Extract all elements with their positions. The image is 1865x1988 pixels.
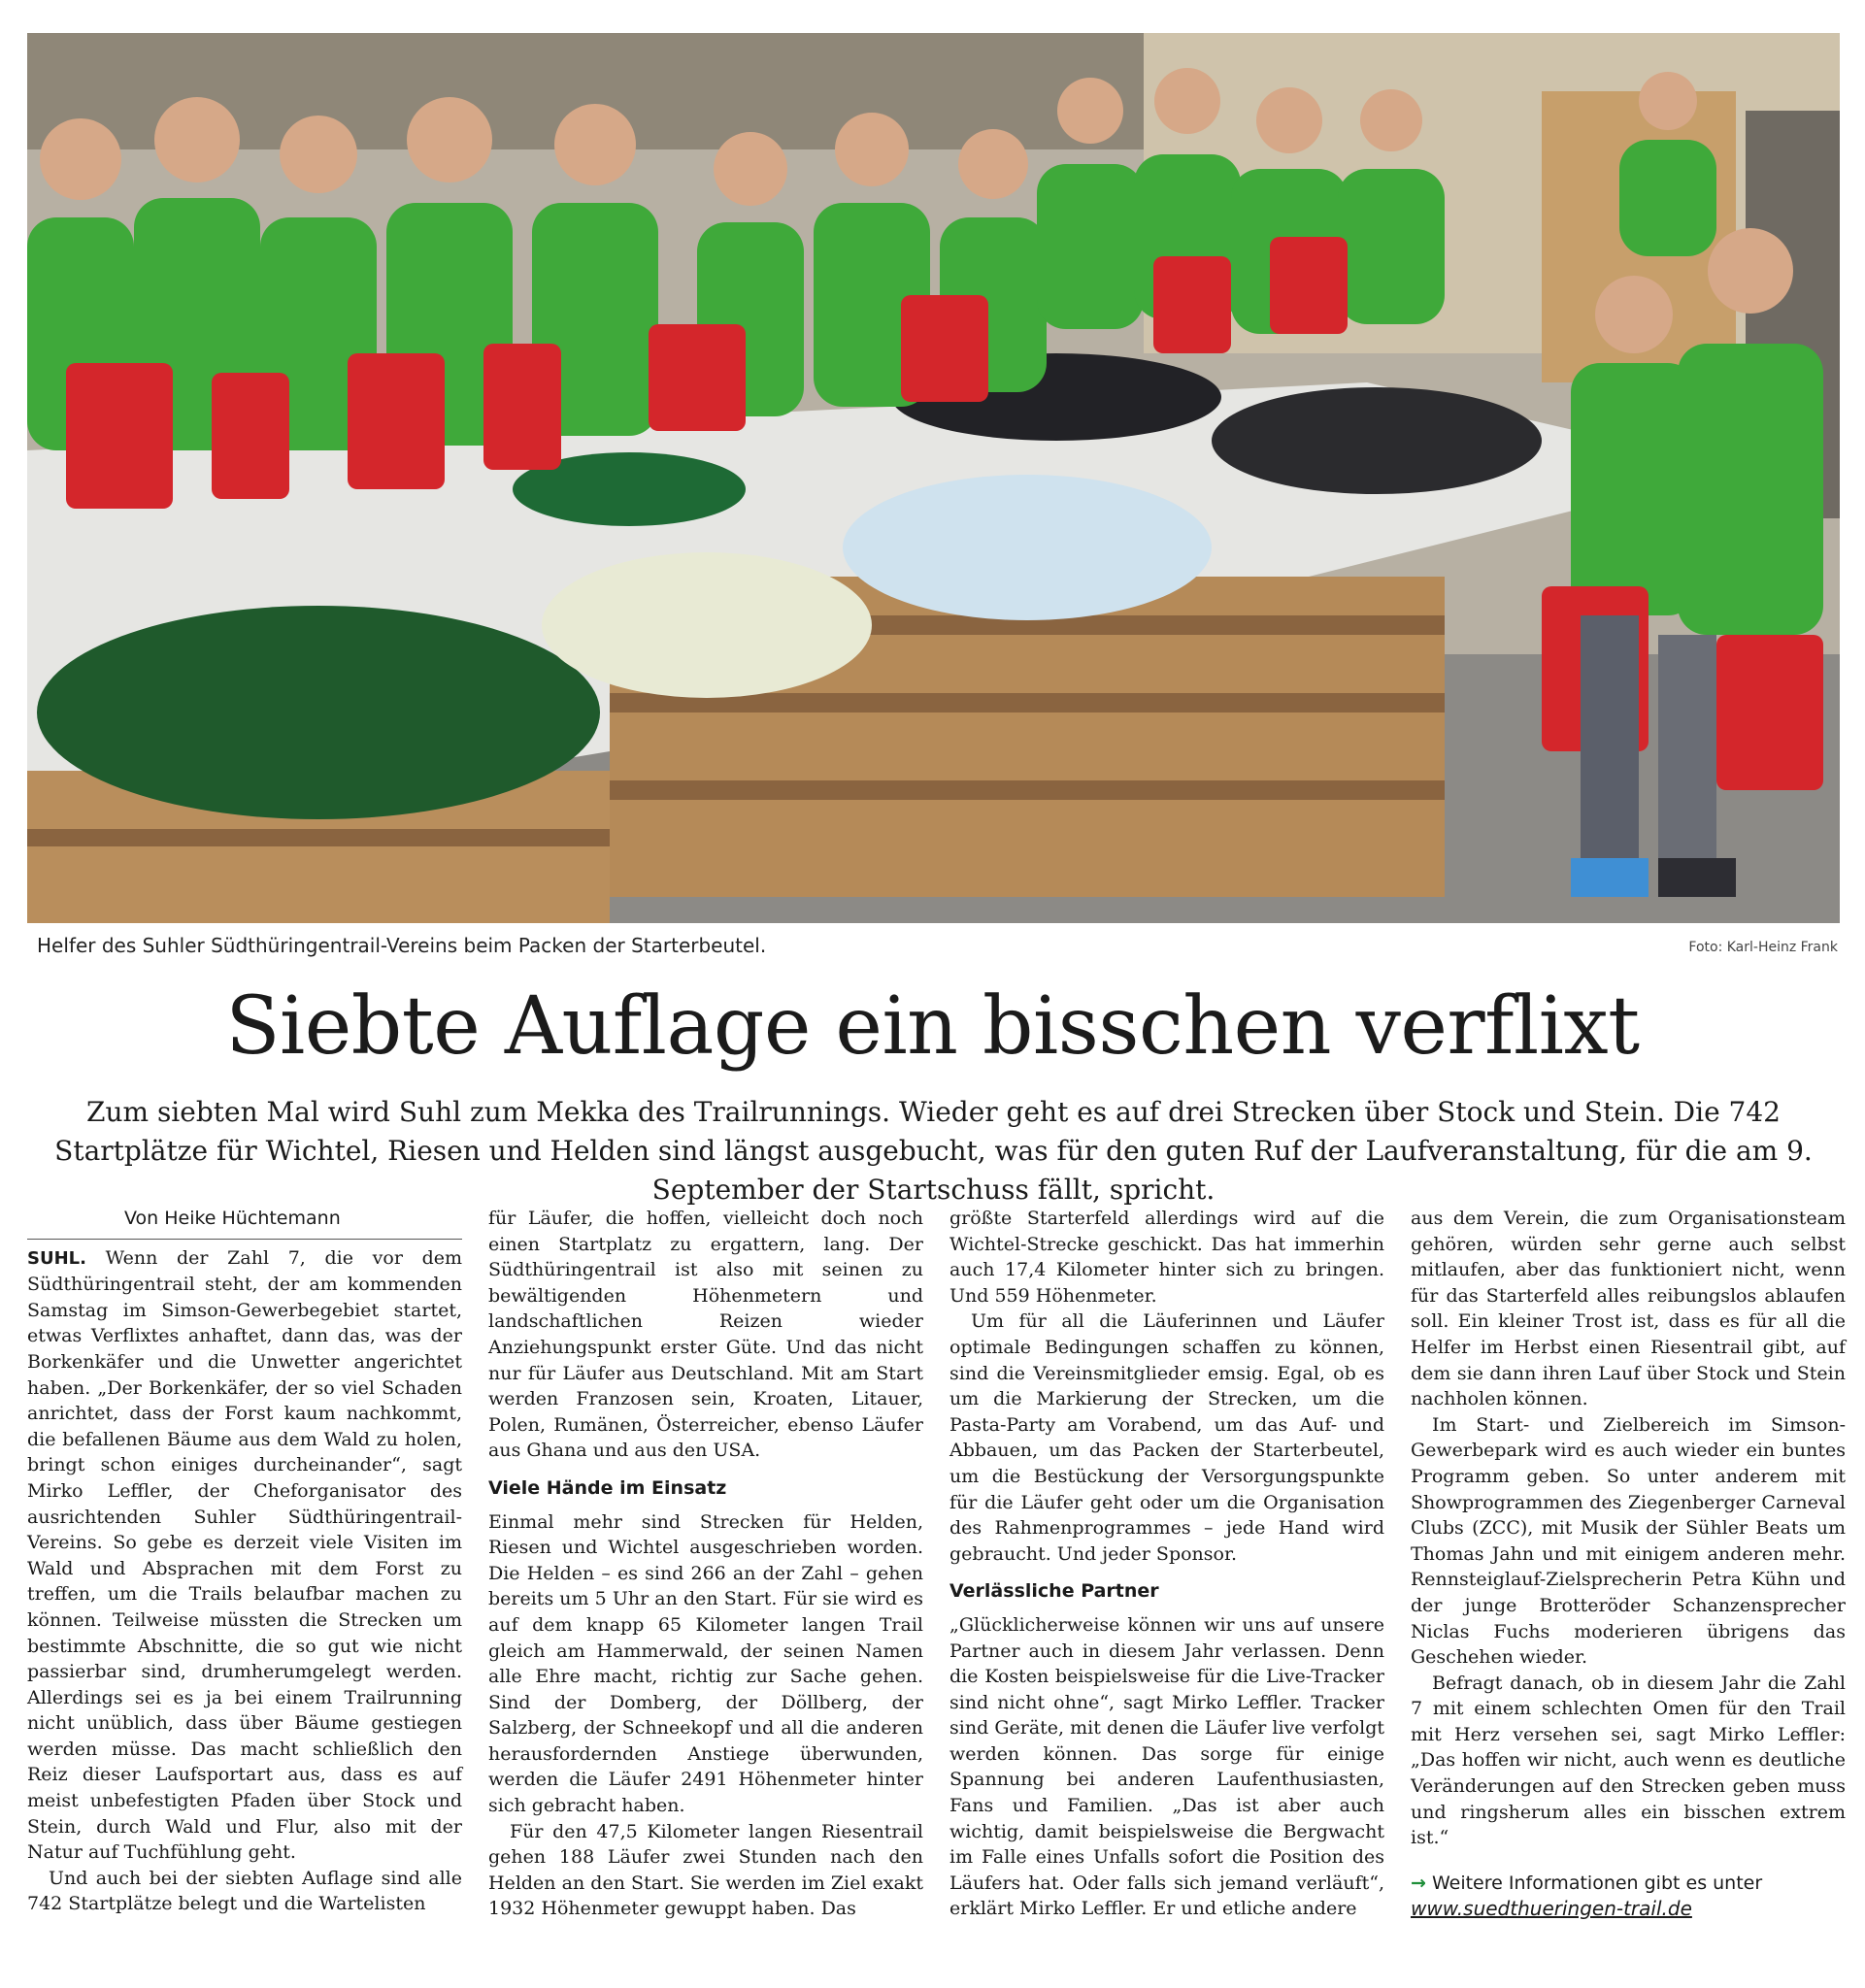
- article-photo: [27, 33, 1840, 923]
- paragraph: größte Starterfeld allerdings wird auf die Wichtel-Strecke geschickt. Das hat immerhin auch 17,4 Kilometer hinter sich zu bringen. Und 559 Höhenmeter.: [949, 1208, 1384, 1307]
- article-column-1: [27, 1206, 462, 1917]
- photo-credit: Foto: Karl-Heinz Frank: [1688, 940, 1838, 955]
- paragraph: Befragt danach, ob in diesem Jahr die Zahl 7 mit einem schlechten Omen für den Trail mit Herz versehen sei, sagt Mirko Leffler: „Das hoffen wir nicht, auch wenn es deutliche Veränderungen auf den Strecken geben muss und ringsherum alles ein bisschen extrem ist.“: [1411, 1672, 1846, 1849]
- paragraph: Und auch bei der siebten Auflage sind alle 742 Startplätze belegt und die Wartelisten: [27, 1867, 462, 1915]
- subheading: Verlässliche Partner: [949, 1580, 1159, 1603]
- paragraph: [27, 1245, 462, 1866]
- paragraph: Einmal mehr sind Strecken für Helden, Riesen und Wichtel ausgeschrieben worden. Die Helden – es sind 266 an der Zahl – gehen bereits um 5 Uhr an den Start. Für sie wird es auf dem knapp 65 Kilometer langen Trail gleich am Hammerwald, der seinen Namen alle Ehre macht, richtig zur Sache gehen. Sind der Domberg, der Döllberg, der Salzberg, der Schneekopf und all die anderen herausfordernden Anstiege überwunden, werden die Läufer 2491 Höhenmeter hinter sich gebracht haben.: [488, 1510, 923, 1817]
- article-column-2: [488, 1206, 923, 1922]
- paragraph: „Glücklicherweise können wir uns auf unsere Partner auch in diesem Jahr verlassen. Denn die Kosten beispielsweise für die Live-Tracker sind nicht ohne“, sagt Mirko Leffler. Tracker sind Geräte, mit denen die Läufer live verfolgt werden können. Das sorge für einige Spannung bei anderen Laufenthusiasten, Fans und Familien. „Das ist aber auch wichtig, damit beispielsweise die Bergwacht im Falle eines Unfalls sofort die Position des Läufers hat. Oder falls sich jemand verläuft“, erklärt Mirko Leffler. Er und etliche andere: [949, 1613, 1384, 1920]
- paragraph: Im Start- und Zielbereich im Simson-Gewerbepark wird es auch wieder ein buntes Programm geben. So unter anderem mit Showprogrammen des Ziegenberger Carneval Clubs (ZCC), mit Musik der Sühler Beats um Thomas Jahn und mit einigem anderen mehr. Rennsteiglauf-Zielsprecherin Petra Kühn und der junge Brotteröder Schanzensprecher Niclas Fuchs moderieren übrigens das Geschehen wieder.: [1411, 1413, 1846, 1669]
- more-info: [1411, 1871, 1846, 1923]
- website-link[interactable]: www.suedthueringen-trail.de: [1411, 1897, 1692, 1921]
- arrow-right-icon: →: [1411, 1872, 1426, 1894]
- paragraph: für Läufer, die hoffen, vielleicht doch noch einen Startplatz zu ergattern, lang. Der Südthüringentrail ist also mit seinen zu bewältigenden Höhenmetern und landschaftlichen Reizen wieder Anziehungspunkt erster Güte. Und das nicht nur für Läufer aus Deutschland. Mit am Start werden Franzosen sein, Kroaten, Litauer, Polen, Rumänen, Österreicher, ebenso Läufer aus Ghana und aus den USA.: [488, 1208, 923, 1462]
- paragraph-text: Wenn der Zahl 7, die vor dem Südthüringentrail steht, der am kommenden Samstag im Simson-Gewerbegebiet startet, etwas Verflixtes anhaftet, dann das, was der Borkenkäfer und die Unwetter angerichtet haben. „Der Borkenkäfer, der so viel Schaden anrichtet, dass der Forst kaum nachkommt, die befallenen Bäume aus dem Wald zu holen, bringt schon einiges durcheinander“, sagt Mirko Leffler, der Cheforganisator des ausrichtenden Suhler Südthüringentrail-Vereins. So gebe es derzeit viele Visiten im Wald und Absprachen mit dem Forst zu treffen, um die Trails belaufbar machen zu können. Teilweise müssten die Strecken um bestimmte Abschnitte, die so gut wie nicht passierbar sind, drumherumgelegt werden. Allerdings sei es ja bei einem Trailrunning nicht unüblich, dass über Bäume gestiegen werden müsse. Das macht schließlich den Reiz dieser Laufsportart aus, dass es auf meist unbefestigten Pfaden über Stock und Stein, durch Wald und Flur, also mit der Natur auf Tuchfühlung geht.: [27, 1246, 463, 1864]
- headline: Siebte Auflage ein bisschen verflixt: [225, 980, 1640, 1073]
- subheading: Viele Hände im Einsatz: [488, 1476, 727, 1499]
- paragraph: Um für all die Läuferinnen und Läufer optimale Bedingungen schaffen zu können, sind die Vereinsmitglieder emsig. Egal, ob es um die Markierung der Strecken, um die Pasta-Party am Vorabend, um das Auf- und Abbauen, um das Packen der Starterbeutel, um die Bestückung der Versorgungspunkte für die Läufer geht oder um die Organisation des Rahmenprogrammes – jede Hand wird gebraucht. Und jeder Sponsor.: [949, 1310, 1384, 1565]
- more-info-text: Weitere Informationen gibt es unter: [1431, 1872, 1763, 1894]
- photo-image: [27, 33, 1840, 923]
- photo-caption: Helfer des Suhler Südthüringentrail-Vereins beim Packen der Starterbeutel.: [37, 934, 767, 957]
- paragraph: aus dem Verein, die zum Organisationsteam gehören, würden sehr gerne auch selbst mitlaufen, aber das funktioniert nicht, wenn für das Starterfeld alles reibungslos ablaufen soll. Ein kleiner Trost ist, dass es für all die Helfer im Herbst einen Riesentrail gibt, auf dem sie dann ihren Lauf über Stock und Stein nachholen können.: [1411, 1208, 1846, 1410]
- dateline: SUHL.: [27, 1247, 86, 1269]
- author-byline: Von Heike Hüchtemann: [27, 1206, 462, 1240]
- paragraph: Für den 47,5 Kilometer langen Riesentrail gehen 188 Läufer zwei Stunden nach den Helden an den Start. Sie werden im Ziel exakt 1932 Höhenmeter gewuppt haben. Das: [488, 1820, 923, 1920]
- article-column-4: [1411, 1206, 1846, 1923]
- lead-paragraph: Zum siebten Mal wird Suhl zum Mekka des Trailrunnings. Wieder geht es auf drei Strecken über Stock und Stein. Die 742 Startplätze für Wichtel, Riesen und Helden sind längst ausgebucht, was für den guten Ruf der Laufveranstaltung, für die am 9. September der Startschuss fällt, spricht.: [54, 1096, 1813, 1206]
- article-column-3: [949, 1206, 1384, 1922]
